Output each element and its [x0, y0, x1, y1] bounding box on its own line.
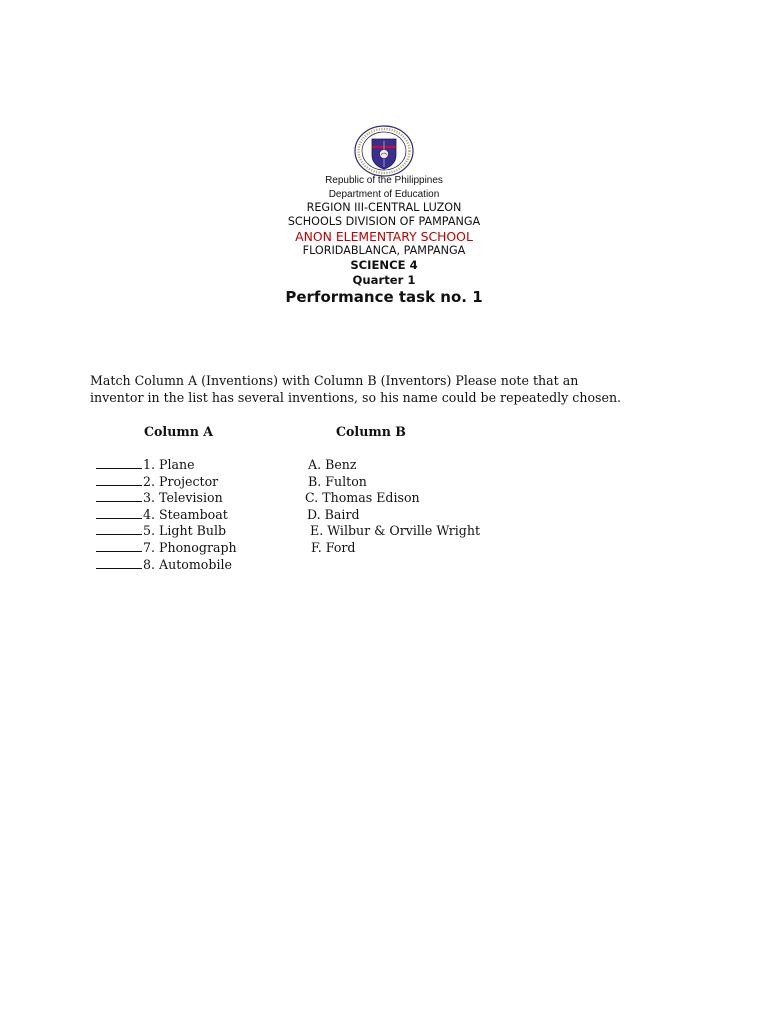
header-subject: SCIENCE 4	[350, 258, 418, 272]
column-b-header: Column B	[336, 424, 406, 439]
header-division: SCHOOLS DIVISION OF PAMPANGA	[287, 215, 481, 228]
instructions-line-2: inventor in the list has several inventions, so his name could be repeatedly chosen.	[90, 390, 622, 405]
column-a-item: 8. Automobile	[96, 557, 232, 572]
answer-blank[interactable]	[96, 557, 142, 569]
header-department: Department of Education	[328, 189, 440, 200]
deped-seal-icon	[354, 125, 414, 177]
answer-blank[interactable]	[96, 523, 142, 535]
header-republic: Republic of the Philippines	[325, 175, 443, 186]
answer-blank[interactable]	[96, 457, 142, 469]
column-a-item: 5. Light Bulb	[96, 523, 226, 538]
header-school-name: ANON ELEMENTARY SCHOOL	[295, 229, 473, 244]
column-b-item: F. Ford	[311, 540, 356, 555]
header-region: REGION III-CENTRAL LUZON	[306, 201, 462, 214]
column-a-header: Column A	[144, 424, 214, 439]
column-b-item: B. Fulton	[308, 474, 367, 489]
column-a-item: 2. Projector	[96, 474, 218, 489]
header-quarter: Quarter 1	[352, 273, 416, 287]
answer-blank[interactable]	[96, 540, 142, 552]
page-title: Performance task no. 1	[285, 288, 483, 306]
column-a-item: 3. Television	[96, 490, 223, 505]
answer-blank[interactable]	[96, 490, 142, 502]
column-b-item: D. Baird	[307, 507, 360, 522]
answer-blank[interactable]	[96, 507, 142, 519]
column-b-item: A. Benz	[308, 457, 357, 472]
answer-blank[interactable]	[96, 474, 142, 486]
instructions-line-1: Match Column A (Inventions) with Column B (Inventors) Please note that an	[90, 373, 579, 388]
column-a-item: 4. Steamboat	[96, 507, 228, 522]
header-location: FLORIDABLANCA, PAMPANGA	[302, 244, 466, 257]
column-b-item: C. Thomas Edison	[305, 490, 420, 505]
column-a-item: 1. Plane	[96, 457, 195, 472]
column-a-item: 7. Phonograph	[96, 540, 237, 555]
column-b-item: E. Wilbur & Orville Wright	[310, 523, 481, 538]
